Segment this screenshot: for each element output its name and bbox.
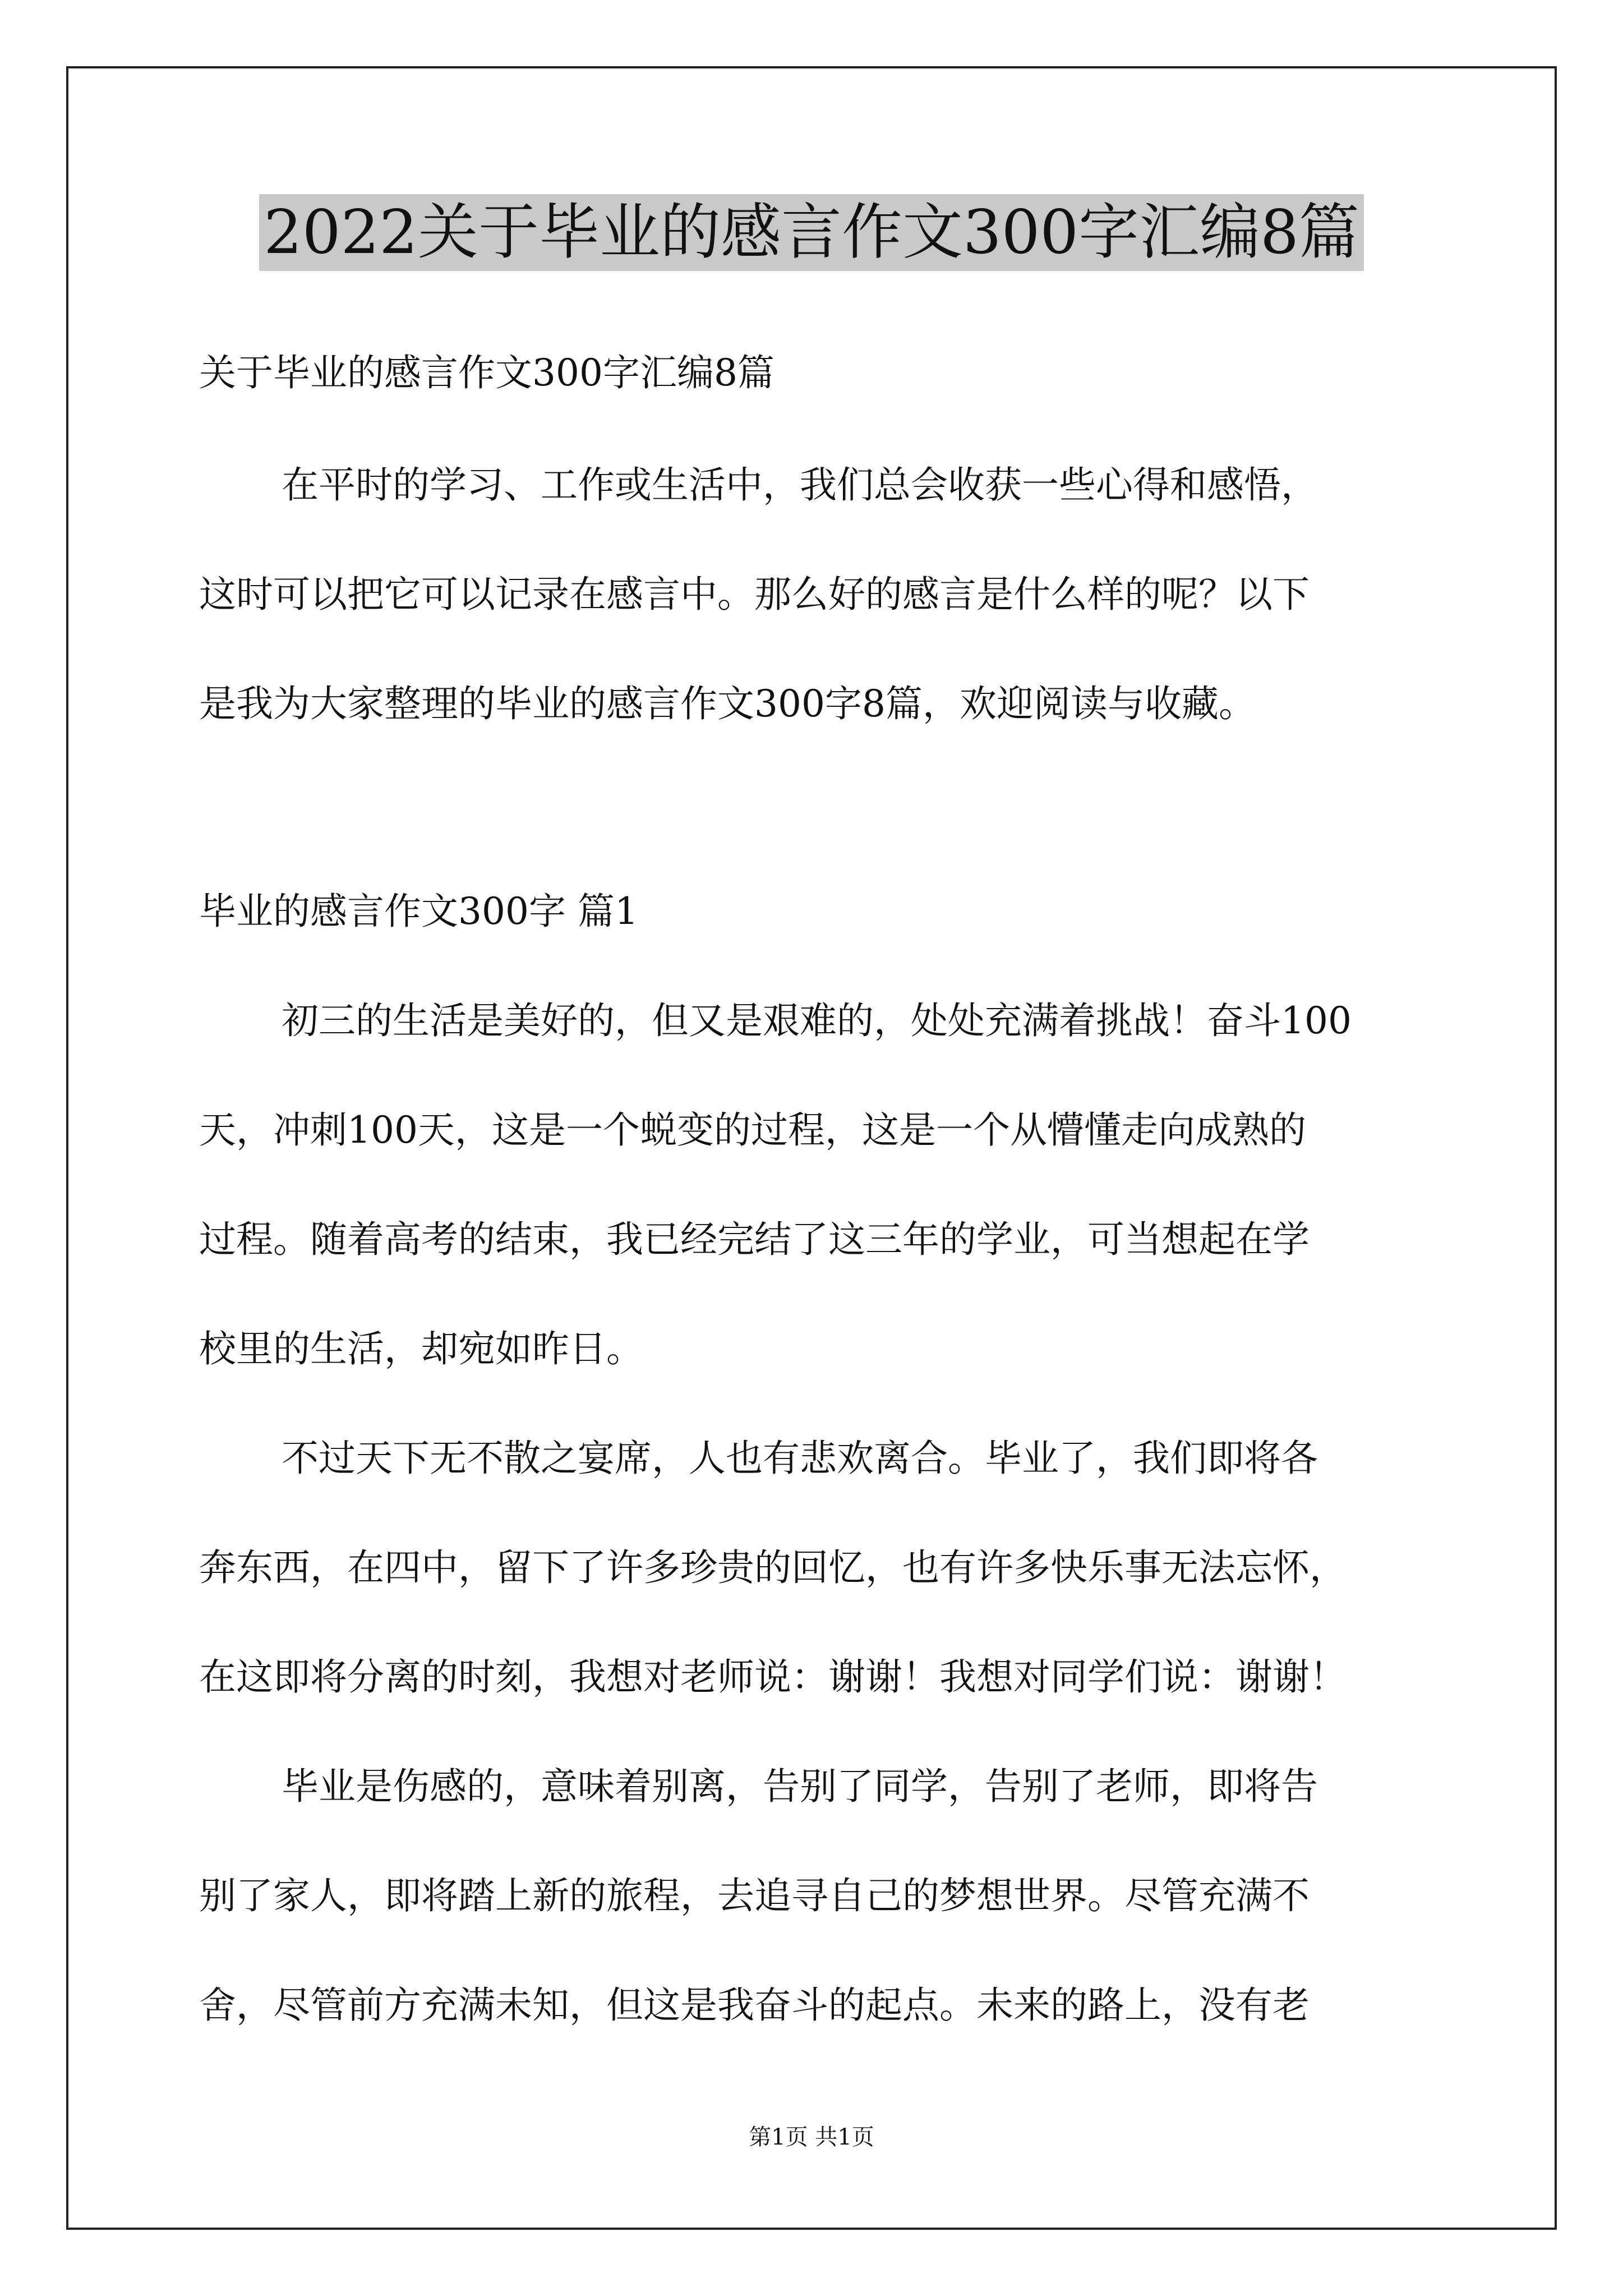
paragraph-line: 在这即将分离的时刻，我想对老师说：谢谢！我想对同学们说：谢谢！ — [199, 1655, 1347, 1699]
paragraph-line: 别了家人，即将踏上新的旅程，去追寻自己的梦想世界。尽管充满不 — [199, 1874, 1310, 1917]
paragraph-line: 毕业是伤感的，意味着别离，告别了同学，告别了老师，即将告 — [282, 1765, 1318, 1808]
document-title-text: 2022关于毕业的感言作文300字汇编8篇 — [259, 194, 1364, 271]
document-subtitle: 关于毕业的感言作文300字汇编8篇 — [199, 351, 774, 394]
paragraph-line: 奔东西，在四中，留下了许多珍贵的回忆，也有许多快乐事无法忘怀， — [199, 1546, 1347, 1589]
paragraph-line: 舍，尽管前方充满未知，但这是我奋斗的起点。未来的路上，没有老 — [199, 1984, 1310, 2027]
paragraph-line: 校里的生活，却宛如昨日。 — [199, 1327, 643, 1370]
page-footer: 第1页 共1页 — [749, 2124, 874, 2150]
intro-line: 这时可以把它可以记录在感言中。那么好的感言是什么样的呢？以下 — [199, 573, 1310, 616]
section-heading: 毕业的感言作文300字 篇1 — [199, 890, 638, 933]
document-title — [0, 191, 1623, 275]
paragraph-line: 过程。随着高考的结束，我已经完结了这三年的学业，可当想起在学 — [199, 1218, 1310, 1261]
paragraph-line: 不过天下无不散之宴席，人也有悲欢离合。毕业了，我们即将各 — [282, 1437, 1318, 1480]
intro-line: 是我为大家整理的毕业的感言作文300字8篇，欢迎阅读与收藏。 — [199, 682, 1256, 725]
intro-line: 在平时的学习、工作或生活中，我们总会收获一些心得和感悟， — [282, 463, 1318, 507]
paragraph-line: 天，冲刺100天，这是一个蜕变的过程，这是一个从懵懂走向成熟的 — [199, 1108, 1306, 1152]
paragraph-line: 初三的生活是美好的，但又是艰难的，处处充满着挑战！奋斗100 — [282, 999, 1352, 1042]
